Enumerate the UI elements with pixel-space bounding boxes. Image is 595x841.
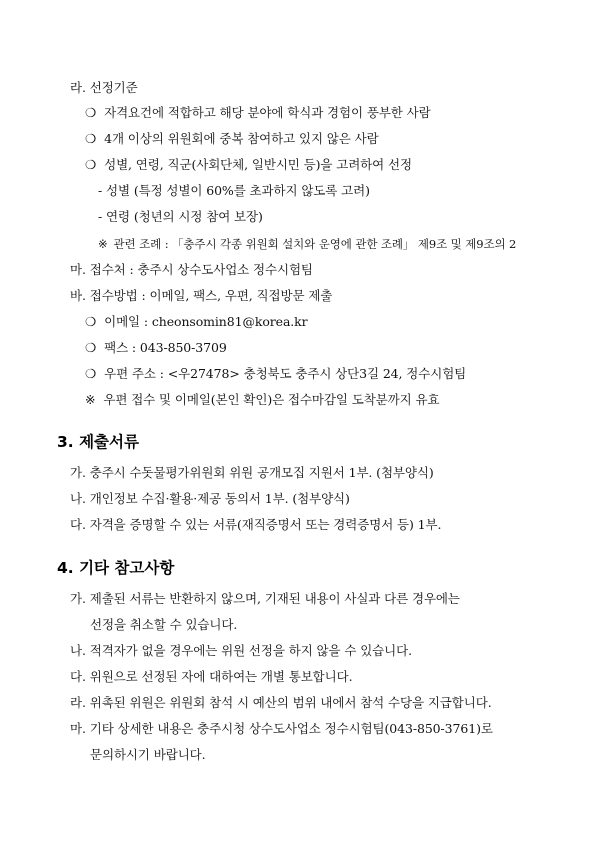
criteria-text: 자격요건에 적합하고 해당 분야에 학식과 경험이 풍부한 사람 <box>104 105 431 120</box>
circle-bullet-icon: ❍ <box>85 105 97 120</box>
note-item-continuation: 선정을 취소할 수 있습니다. <box>90 617 238 632</box>
email-text: 이메일 : cheonsomin81@korea.kr <box>104 314 308 329</box>
circle-bullet-icon: ❍ <box>85 340 97 355</box>
circle-bullet-icon: ❍ <box>85 157 97 172</box>
circle-bullet-icon: ❍ <box>85 366 97 381</box>
mail-text: 우편 주소 : <우27478> 충청북도 충주시 상단3길 24, 정수시험팀 <box>104 366 467 381</box>
section-heading-notes: 4. 기타 참고사항 <box>57 559 175 577</box>
document-item: 다. 자격을 증명할 수 있는 서류(재직증명서 또는 경력증명서 등) 1부. <box>70 517 442 532</box>
reception-channel-fax <box>85 340 227 356</box>
circle-bullet-icon: ❍ <box>85 131 97 146</box>
criteria-text: 성별, 연령, 직군(사회단체, 일반시민 등)을 고려하여 선정 <box>104 157 412 172</box>
section-heading-documents: 3. 제출서류 <box>57 433 139 451</box>
criteria-item <box>85 131 379 147</box>
note-item: 마. 기타 상세한 내용은 충주시청 상수도사업소 정수시험팀(043-850-3761)로 <box>70 721 493 736</box>
note-item-continuation: 문의하시기 바랍니다. <box>90 747 206 762</box>
criteria-item <box>85 157 412 173</box>
note-item: 가. 제출된 서류는 반환하지 않으며, 기재된 내용이 사실과 다른 경우에는 <box>70 591 460 606</box>
ordinance-note-text: 관련 조례 : 「충주시 각종 위원회 설치와 운영에 관한 조례」 제9조 및 제9조의 2 <box>113 237 517 251</box>
criteria-item <box>85 105 431 121</box>
reception-place: 마. 접수처 : 충주시 상수도사업소 정수시험팀 <box>70 262 313 277</box>
document-item: 나. 개인정보 수집·활용·제공 동의서 1부. (첨부양식) <box>70 491 350 506</box>
reception-note <box>85 392 439 408</box>
reference-mark-icon: ※ <box>98 237 108 251</box>
note-item: 다. 위원으로 선정된 자에 대하여는 개별 통보합니다. <box>70 669 353 684</box>
ordinance-note <box>98 236 516 252</box>
selection-criteria-label: 라. 선정기준 <box>70 80 138 95</box>
criteria-text: 4개 이상의 위원회에 중복 참여하고 있지 않은 사람 <box>104 131 379 146</box>
circle-bullet-icon: ❍ <box>85 314 97 329</box>
fax-text: 팩스 : 043-850-3709 <box>104 340 227 355</box>
reception-channel-email <box>85 314 308 330</box>
document-item: 가. 충주시 수돗물평가위원회 위원 공개모집 지원서 1부. (첨부양식) <box>70 465 434 480</box>
note-item: 라. 위촉된 위원은 위원회 참석 시 예산의 범위 내에서 참석 수당을 지급합니다. <box>70 695 492 710</box>
reception-note-text: 우편 접수 및 이메일(본인 확인)은 접수마감일 도착분까지 유효 <box>103 392 440 407</box>
criteria-sub-item: - 연령 (청년의 시정 참여 보장) <box>98 209 263 224</box>
reference-mark-icon: ※ <box>85 392 96 407</box>
criteria-sub-item: - 성별 (특정 성별이 60%를 초과하지 않도록 고려) <box>98 183 370 198</box>
reception-method: 바. 접수방법 : 이메일, 팩스, 우편, 직접방문 제출 <box>70 288 333 303</box>
reception-channel-mail <box>85 366 466 382</box>
note-item: 나. 적격자가 없을 경우에는 위원 선정을 하지 않을 수 있습니다. <box>70 643 412 658</box>
